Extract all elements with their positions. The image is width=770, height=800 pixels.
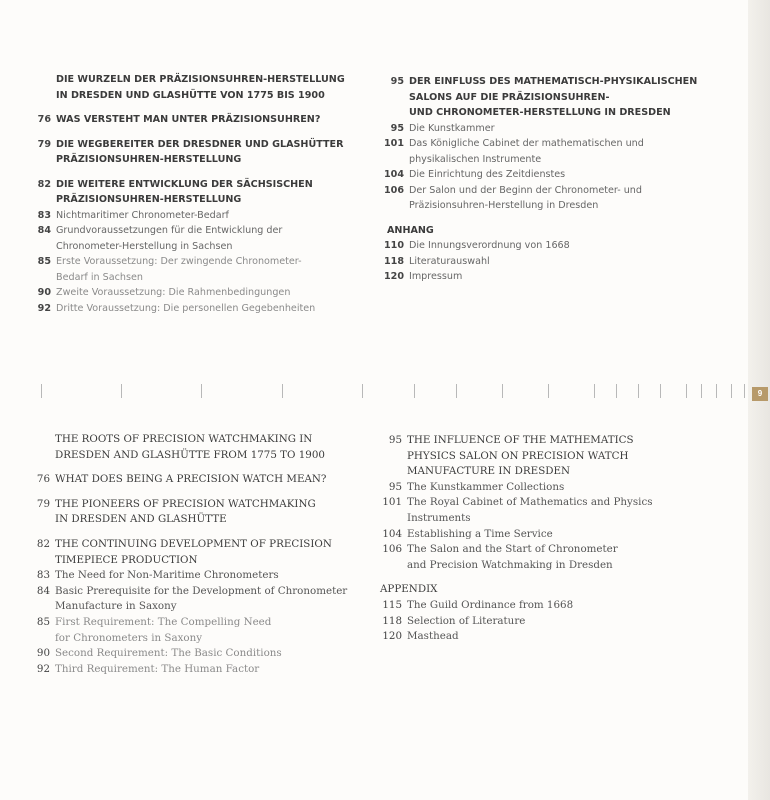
toc-page-number: 106 bbox=[382, 543, 402, 556]
tick-mark bbox=[701, 384, 702, 398]
toc-entry bbox=[56, 72, 345, 103]
page-number-badge: 9 bbox=[752, 387, 768, 401]
toc-entry bbox=[382, 495, 653, 526]
toc-entry bbox=[36, 497, 347, 528]
toc-entry bbox=[383, 238, 697, 254]
tick-mark bbox=[41, 384, 42, 398]
toc-page-number: 76 bbox=[36, 473, 50, 486]
toc-page-number: 90 bbox=[36, 647, 50, 660]
toc-entry-text: Die Kunstkammer bbox=[409, 122, 495, 134]
toc-german-right bbox=[383, 74, 698, 285]
toc-entry bbox=[390, 121, 697, 137]
toc-english-right bbox=[380, 433, 653, 645]
tick-mark bbox=[362, 384, 363, 398]
toc-entry-text: Chronometer-Herstellung in Sachsen bbox=[56, 240, 233, 252]
toc-entry-text: The Salon and the Start of Chronometer bbox=[407, 543, 618, 556]
toc-entry bbox=[36, 615, 347, 646]
toc-entry-text: Grundvoraussetzungen für die Entwicklung der bbox=[56, 225, 283, 236]
toc-entry-text: IN DRESDEN AND GLASHÜTTE bbox=[55, 513, 227, 526]
toc-entry bbox=[382, 614, 653, 630]
toc-page-number: 82 bbox=[37, 178, 51, 190]
toc-entry-text: THE CONTINUING DEVELOPMENT OF PRECISION bbox=[55, 537, 332, 550]
toc-entry bbox=[388, 480, 653, 496]
toc-page-number: 101 bbox=[383, 138, 404, 149]
toc-entry-text: Erste Voraussetzung: Der zwingende Chronometer- bbox=[56, 256, 302, 267]
toc-entry-text: Instruments bbox=[407, 511, 471, 524]
toc-page-number: 106 bbox=[383, 184, 404, 196]
toc-entry bbox=[383, 167, 697, 183]
tick-mark bbox=[660, 384, 661, 398]
toc-page-number: 104 bbox=[383, 169, 404, 180]
toc-page-number: 85 bbox=[37, 256, 51, 267]
toc-page-number: 83 bbox=[37, 209, 51, 221]
toc-entry bbox=[37, 285, 345, 301]
toc-page-number: 79 bbox=[37, 138, 51, 150]
toc-entry bbox=[37, 112, 345, 128]
toc-entry-text: THE INFLUENCE OF THE MATHEMATICS bbox=[407, 434, 634, 446]
toc-entry bbox=[37, 137, 345, 168]
toc-entry-text: Manufacture in Saxony bbox=[55, 600, 177, 613]
toc-entry-text: The Guild Ordinance from 1668 bbox=[407, 598, 574, 611]
toc-entry bbox=[37, 177, 345, 208]
toc-entry-text: The Need for Non-Maritime Chronometers bbox=[55, 569, 279, 582]
toc-entry-text: TIMEPIECE PRODUCTION bbox=[55, 553, 198, 566]
toc-entry bbox=[37, 301, 345, 317]
toc-entry-text: The Royal Cabinet of Mathematics and Physics bbox=[407, 496, 653, 509]
toc-entry bbox=[383, 254, 697, 270]
toc-page-number: 92 bbox=[37, 302, 51, 314]
toc-entry-text: Der Salon und der Beginn der Chronometer- und bbox=[409, 184, 642, 196]
toc-page-number: 83 bbox=[36, 569, 50, 582]
toc-page-number: 118 bbox=[383, 255, 404, 267]
toc-entry bbox=[382, 542, 653, 573]
toc-entry-text: Selection of Literature bbox=[407, 614, 526, 627]
toc-entry bbox=[387, 223, 697, 239]
toc-entry-text: PRÄZISIONSUHREN-HERSTELLUNG bbox=[56, 194, 242, 205]
toc-page-number: 115 bbox=[382, 598, 402, 611]
toc-english-left bbox=[36, 432, 348, 677]
toc-entry-text: DIE WURZELN DER PRÄZISIONSUHREN-HERSTELLUNG bbox=[56, 74, 345, 85]
page-tick-rule bbox=[0, 384, 770, 402]
toc-page-number: 82 bbox=[36, 537, 50, 550]
toc-entry bbox=[37, 254, 345, 285]
tick-mark bbox=[456, 384, 457, 398]
toc-entry-text: Zweite Voraussetzung: Die Rahmenbedingungen bbox=[56, 287, 291, 298]
toc-page-number: 79 bbox=[36, 497, 50, 510]
toc-page-number: 76 bbox=[37, 114, 51, 125]
toc-entry-text: physikalischen Instrumente bbox=[409, 153, 542, 165]
toc-entry bbox=[380, 582, 653, 598]
toc-entry-text: WHAT DOES BEING A PRECISION WATCH MEAN? bbox=[55, 473, 327, 486]
toc-entry-text: Masthead bbox=[407, 630, 459, 643]
toc-entry bbox=[37, 208, 345, 224]
toc-entry bbox=[36, 537, 347, 568]
toc-entry bbox=[382, 598, 653, 614]
toc-page-number: 104 bbox=[382, 527, 402, 540]
toc-page-number: 95 bbox=[388, 480, 402, 493]
tick-mark bbox=[638, 384, 639, 398]
toc-page-number: 120 bbox=[382, 630, 402, 643]
toc-entry-text: Basic Prerequisite for the Development of Chronometer bbox=[55, 584, 348, 597]
toc-page-number: 110 bbox=[383, 240, 404, 251]
toc-entry-text: THE ROOTS OF PRECISION WATCHMAKING IN bbox=[55, 433, 313, 445]
toc-entry-text: DRESDEN AND GLASHÜTTE FROM 1775 TO 1900 bbox=[55, 448, 325, 461]
tick-mark bbox=[414, 384, 415, 398]
toc-entry bbox=[382, 527, 653, 543]
tick-mark bbox=[686, 384, 687, 398]
toc-entry-text: Präzisionsuhren-Herstellung in Dresden bbox=[409, 200, 599, 211]
tick-mark bbox=[548, 384, 549, 398]
tick-mark bbox=[282, 384, 283, 398]
toc-entry-text: Third Requirement: The Human Factor bbox=[55, 662, 260, 675]
toc-entry bbox=[55, 432, 347, 463]
toc-page-number: 92 bbox=[36, 662, 50, 675]
toc-entry bbox=[37, 223, 345, 254]
toc-entry-text: Dritte Voraussetzung: Die personellen Gegebenheiten bbox=[56, 302, 316, 314]
toc-page-number: 95 bbox=[390, 122, 404, 134]
toc-entry-text: The Kunstkammer Collections bbox=[407, 480, 565, 493]
toc-entry-text: ANHANG bbox=[387, 224, 434, 236]
tick-mark bbox=[121, 384, 122, 398]
toc-entry bbox=[36, 472, 347, 488]
toc-entry bbox=[383, 183, 697, 214]
toc-entry-text: DIE WEITERE ENTWICKLUNG DER SÄCHSISCHEN bbox=[56, 178, 313, 190]
toc-entry bbox=[36, 646, 347, 662]
toc-entry-text: Bedarf in Sachsen bbox=[56, 271, 143, 283]
tick-mark bbox=[616, 384, 617, 398]
toc-entry-text: THE PIONEERS OF PRECISION WATCHMAKING bbox=[55, 497, 316, 510]
toc-entry bbox=[36, 568, 347, 584]
toc-page-number: 84 bbox=[37, 225, 51, 236]
toc-entry-text: Nichtmaritimer Chronometer-Bedarf bbox=[56, 209, 229, 221]
toc-entry bbox=[388, 433, 653, 480]
toc-page-number: 90 bbox=[37, 287, 51, 298]
toc-entry bbox=[390, 74, 698, 121]
toc-entry-text: WAS VERSTEHT MAN UNTER PRÄZISIONSUHREN? bbox=[56, 114, 321, 125]
toc-entry-text: Impressum bbox=[409, 271, 463, 282]
toc-entry-text: Das Königliche Cabinet der mathematischen und bbox=[409, 138, 644, 149]
toc-entry-text: Die Innungsverordnung von 1668 bbox=[409, 240, 570, 251]
toc-entry bbox=[383, 136, 697, 167]
toc-entry-text: DER EINFLUSS DES MATHEMATISCH-PHYSIKALISCHEN bbox=[409, 76, 698, 87]
toc-page-number: 95 bbox=[390, 76, 404, 87]
tick-mark bbox=[502, 384, 503, 398]
tick-mark bbox=[716, 384, 717, 398]
tick-mark bbox=[201, 384, 202, 398]
tick-mark bbox=[731, 384, 732, 398]
toc-entry bbox=[36, 584, 348, 615]
toc-entry-text: and Precision Watchmaking in Dresden bbox=[407, 558, 613, 571]
toc-page-number: 95 bbox=[388, 434, 402, 446]
toc-entry bbox=[382, 629, 653, 645]
toc-entry-text: First Requirement: The Compelling Need bbox=[55, 615, 272, 628]
toc-entry-text: Second Requirement: The Basic Conditions bbox=[55, 647, 282, 660]
toc-entry-text: for Chronometers in Saxony bbox=[55, 631, 203, 644]
toc-page-number: 85 bbox=[36, 615, 50, 628]
toc-entry-text: PRÄZISIONSUHREN-HERSTELLUNG bbox=[56, 154, 242, 165]
toc-entry-text: PHYSICS SALON ON PRECISION WATCH bbox=[407, 449, 629, 462]
toc-entry-text: Establishing a Time Service bbox=[407, 527, 553, 540]
toc-entry-text: IN DRESDEN UND GLASHÜTTE VON 1775 BIS 1900 bbox=[56, 89, 325, 101]
toc-entry-text: DIE WEGBEREITER DER DRESDNER UND GLASHÜTTER bbox=[56, 138, 344, 150]
toc-page-number: 84 bbox=[36, 584, 50, 597]
toc-entry bbox=[383, 269, 697, 285]
tick-mark bbox=[594, 384, 595, 398]
toc-entry-text: MANUFACTURE IN DRESDEN bbox=[407, 465, 571, 478]
toc-entry-text: Die Einrichtung des Zeitdienstes bbox=[409, 169, 566, 180]
toc-page-number: 118 bbox=[382, 614, 402, 627]
toc-entry-text: APPENDIX bbox=[380, 583, 438, 596]
toc-entry-text: Literaturauswahl bbox=[409, 255, 490, 267]
toc-entry-text: SALONS AUF DIE PRÄZISIONSUHREN- bbox=[409, 91, 610, 103]
toc-page-number: 101 bbox=[382, 496, 402, 509]
toc-german-left bbox=[37, 72, 345, 316]
toc-entry-text: UND CHRONOMETER-HERSTELLUNG IN DRESDEN bbox=[409, 107, 671, 118]
toc-entry bbox=[36, 662, 347, 678]
tick-mark bbox=[744, 384, 745, 398]
toc-page-number: 120 bbox=[383, 271, 404, 282]
